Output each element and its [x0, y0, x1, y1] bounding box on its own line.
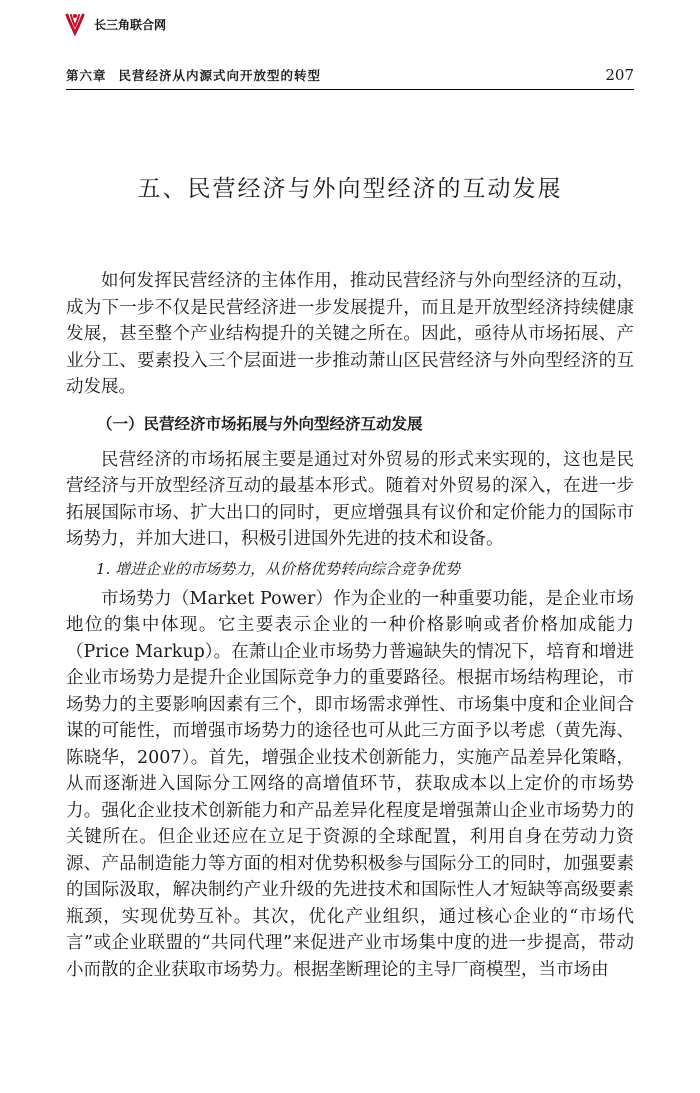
yangtze-delta-logo-icon [62, 11, 88, 37]
page-number: 207 [605, 66, 634, 84]
running-header [66, 64, 634, 84]
site-logo [62, 10, 166, 38]
site-name: 长三角联合网 [94, 17, 167, 32]
chapter-number: 第六章 [66, 68, 107, 83]
chapter-title: 民营经济从内源式向开放型的转型 [118, 68, 322, 83]
header-rule [66, 89, 634, 90]
subsection1-paragraph: 市场势力（Market Power）作为企业的一种重要功能，是企业市场地位的集中体现。它主要表示企业的一种价格影响或者价格加成能力（Price Markup）。在萧山企业市场势力普遍缺失的情况下，培育和增进企业市场势力是提升企业国际竞争力的重要路径。根据市场结构理论，市场势力的主要影响因素有三个，即市场需求弹性、市场集中度和企业间合谋的可能性，而增强市场势力的途径也可从此三方面予以考虑（黄先海、陈晓华，2007）。首先，增强企业技术创新能力，实施产品差异化策略，从而逐渐进入国际分工网络的高增值环节，获取成本以上定价的市场势力。强化企业技术创新能力和产品差异化程度是增强萧山企业市场势力的关键所在。但企业还应在立足于资源的全球配置，利用自身在劳动力资源、产品制造能力等方面的相对优势积极参与国际分工的同时，加强要素的国际汲取，解决制约产业升级的先进技术和国际性人才短缺等高级要素瓶颈，实现优势互补。其次，优化产业组织，通过核心企业的“市场代言”或企业联盟的“共同代理”来促进产业市场集中度的进一步提高，带动小而散的企业获取市场势力。根据垄断理论的主导厂商模型，当市场由 [66, 588, 634, 980]
intro-paragraph: 如何发挥民营经济的主体作用，推动民营经济与外向型经济的互动，成为下一步不仅是民营经济进一步发展提升，而且是开放型经济持续健康发展，甚至整个产业结构提升的关键之所在。因此，亟待从市场拓展、产业分工、要素投入三个层面进一步推动萧山区民营经济与外向型经济的互动发展。 [66, 271, 634, 397]
section1-paragraph: 民营经济的市场拓展主要是通过对外贸易的形式来实现的，这也是民营经济与开放型经济互动的最基本形式。随着对外贸易的深入，在进一步拓展国际市场、扩大出口的同时，更应增强具有议价和定价能力的国际市场势力，并加大进口，积极引进国外先进的技术和设备。 [66, 449, 634, 549]
body-text [66, 268, 634, 983]
chapter-label [66, 66, 321, 84]
section1-heading: （一）民营经济市场拓展与外向型经济互动发展 [97, 414, 423, 433]
subsection1-heading: 1. 增进企业的市场势力，从价格优势转向综合竞争优势 [96, 559, 461, 578]
section-title: 五、民营经济与外向型经济的互动发展 [137, 176, 563, 202]
